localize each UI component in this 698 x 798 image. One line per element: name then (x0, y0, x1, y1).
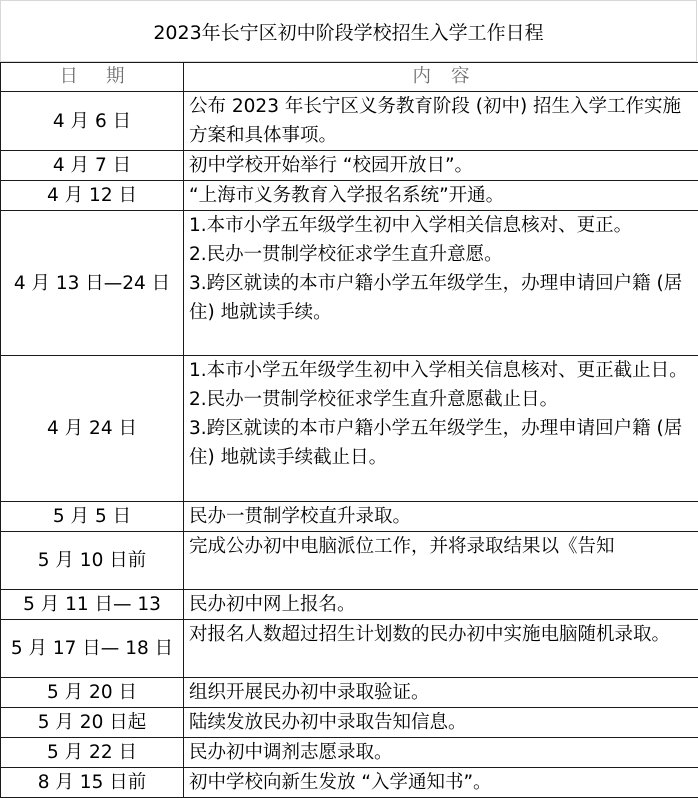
table-row (1, 181, 698, 211)
row-date: 5 月 10 日前 (1, 532, 184, 590)
table-row (1, 620, 698, 678)
row-date: 8 月 15 日前 (1, 768, 184, 798)
content-line: 1.本市小学五年级学生初中入学相关信息核对、更正截止日。 (189, 356, 698, 385)
row-date: 4 月 12 日 (1, 181, 184, 211)
row-content (184, 678, 698, 708)
content-line: 1.本市小学五年级学生初中入学相关信息核对、更正。 (189, 211, 698, 240)
table-row (1, 502, 698, 532)
content-line: 2.民办一贯制学校征求学生直升意愿截止日。 (189, 385, 698, 414)
table-row (1, 768, 698, 798)
row-date: 4 月 13 日—24 日 (1, 211, 184, 356)
table-header-row (1, 63, 698, 92)
content-line: 初中学校向新生发放 “入学通知书”。 (189, 768, 698, 797)
row-content (184, 181, 698, 211)
row-date: 4 月 6 日 (1, 92, 184, 151)
row-date: 5 月 22 日 (1, 738, 184, 768)
table-row (1, 151, 698, 181)
row-date: 5 月 5 日 (1, 502, 184, 532)
content-line: 民办初中调剂志愿录取。 (189, 738, 698, 767)
content-line: 民办初中网上报名。 (189, 590, 698, 619)
row-content (184, 768, 698, 798)
table-row (1, 590, 698, 620)
row-content (184, 532, 698, 590)
row-content (184, 502, 698, 532)
row-date: 4 月 7 日 (1, 151, 184, 181)
content-line: “上海市义务教育入学报名系统”开通。 (189, 181, 698, 210)
row-content (184, 356, 698, 502)
table-row (1, 211, 698, 356)
content-line: 公布 2023 年长宁区义务教育阶段 (初中) 招生入学工作实施方案和具体事项。 (189, 92, 698, 150)
page-title: 2023年长宁区初中阶段学校招生入学工作日程 (0, 0, 697, 62)
table-row (1, 708, 698, 738)
table-row (1, 678, 698, 708)
content-line: 2.民办一贯制学校征求学生直升意愿。 (189, 240, 698, 269)
row-content (184, 211, 698, 356)
table-row (1, 92, 698, 151)
content-line: 3.跨区就读的本市户籍小学五年级学生，办理申请回户籍 (居住) 地就读手续。 (189, 269, 698, 327)
content-line: 组织开展民办初中录取验证。 (189, 678, 698, 707)
table-row (1, 356, 698, 502)
content-line: 民办一贯制学校直升录取。 (189, 502, 698, 531)
row-date: 5 月 11 日— 13 (1, 590, 184, 620)
row-date: 5 月 17 日— 18 日 (1, 620, 184, 678)
table-row (1, 532, 698, 590)
column-header-date: 日期 (1, 63, 184, 92)
row-content (184, 738, 698, 768)
row-date: 4 月 24 日 (1, 356, 184, 502)
content-line: 3.跨区就读的本市户籍小学五年级学生，办理申请回户籍 (居住) 地就读手续截止日。 (189, 414, 698, 472)
schedule-table (0, 62, 698, 798)
content-line: 对报名人数超过招生计划数的民办初中实施电脑随机录取。 (189, 620, 698, 649)
row-date: 5 月 20 日起 (1, 708, 184, 738)
content-line: 初中学校开始举行 “校园开放日”。 (189, 151, 698, 180)
row-content (184, 708, 698, 738)
row-content (184, 620, 698, 678)
table-row (1, 738, 698, 768)
content-line: 完成公办初中电脑派位工作，并将录取结果以《告知 (189, 532, 698, 561)
row-date: 5 月 20 日 (1, 678, 184, 708)
row-content (184, 92, 698, 151)
content-line: 陆续发放民办初中录取告知信息。 (189, 708, 698, 737)
row-content (184, 151, 698, 181)
column-header-content: 内容 (184, 63, 698, 92)
row-content (184, 590, 698, 620)
